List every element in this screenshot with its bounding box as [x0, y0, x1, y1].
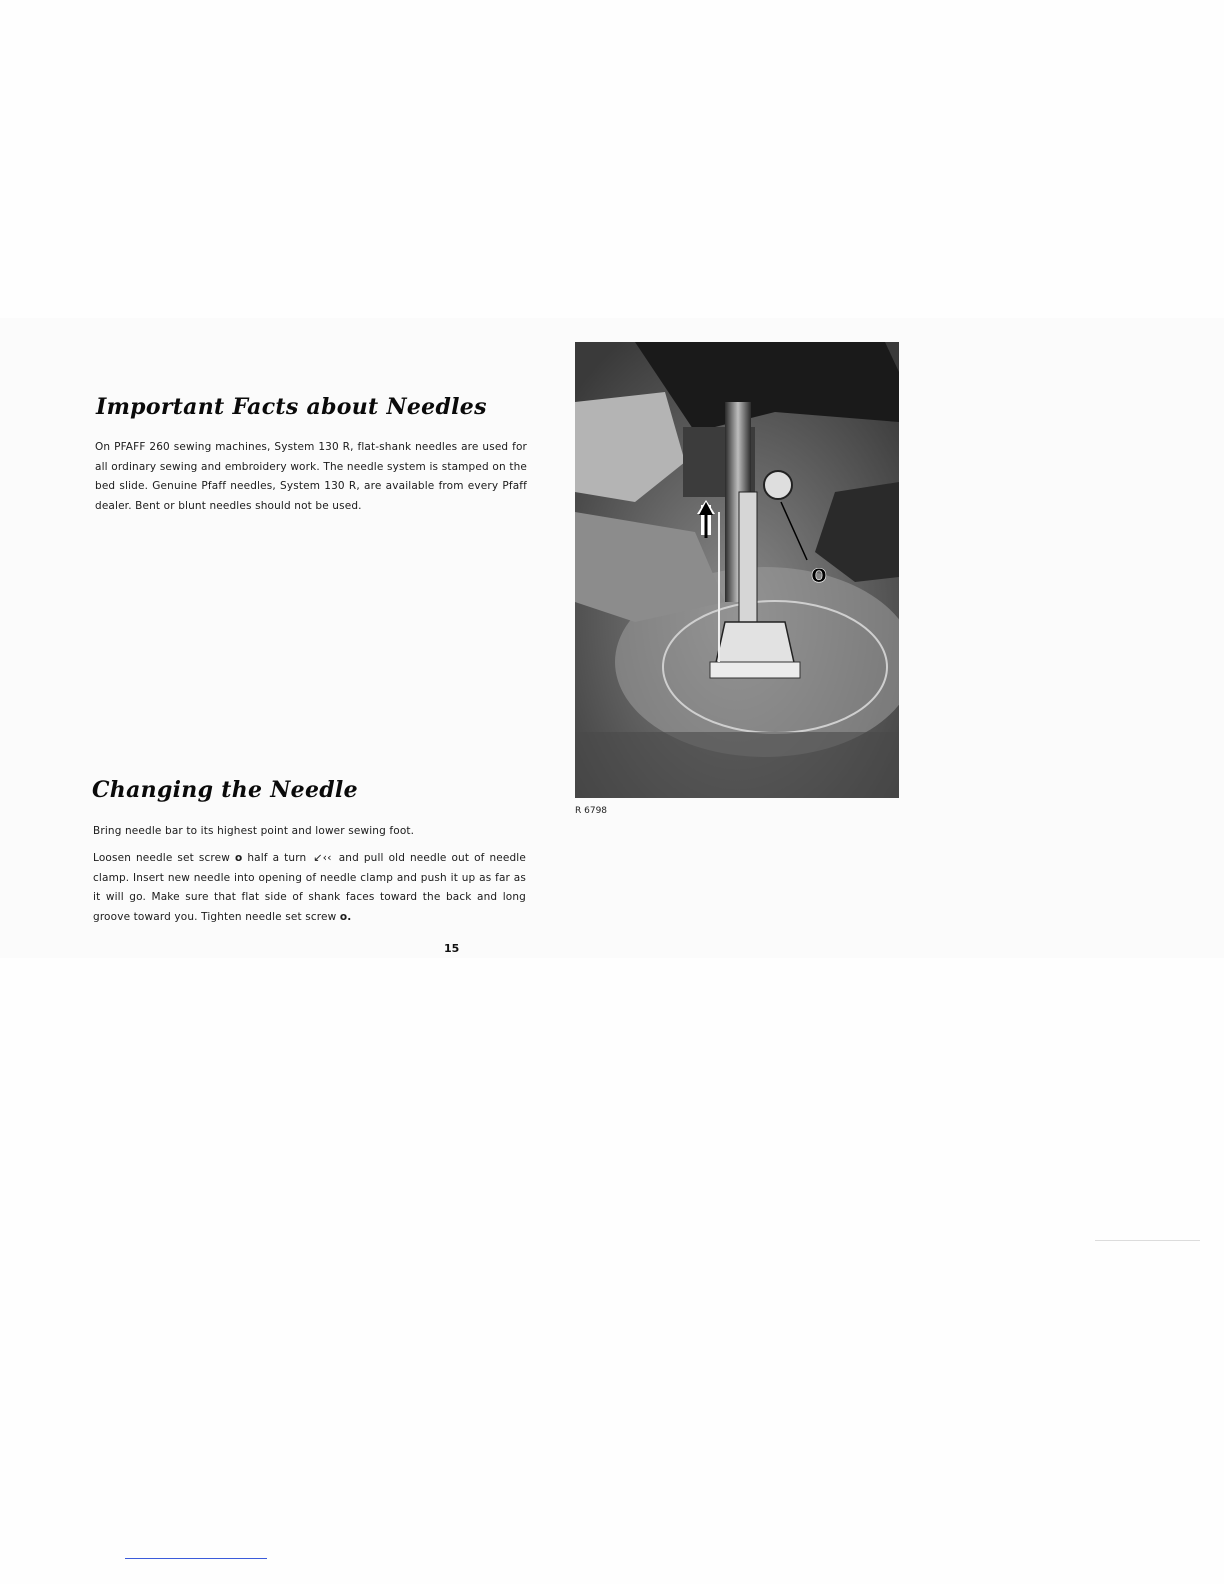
section-heading-changing-needle: Changing the Needle — [92, 777, 358, 803]
step2-text-start: Loosen needle set screw — [93, 852, 231, 864]
screw-label-end: o. — [339, 910, 352, 923]
screw-callout-label: o — [811, 558, 827, 588]
instruction-step-1: Bring needle bar to its highest point and lower sewing foot. — [93, 825, 415, 837]
faint-rule — [1095, 1240, 1200, 1241]
page-number: 15 — [444, 942, 460, 955]
instruction-step-2 — [93, 848, 526, 927]
turn-direction-icon: ↙‹‹ — [313, 851, 332, 864]
section-heading-needle-facts: Important Facts about Needles — [96, 394, 487, 420]
bottom-rule — [125, 1558, 267, 1559]
needle-clamp-photo — [575, 342, 899, 798]
step2-text-after: and pull old needle out of needle clamp. Insert new needle into opening of needle clamp and push it up as far as it will go. Make sure that flat side of shank faces toward the back and long groove toward you. Tighten needle set screw — [93, 852, 526, 923]
screw-label-inline: o — [234, 852, 243, 864]
needle-facts-paragraph: On PFAFF 260 sewing machines, System 130 R, flat-shank needles are used for all ordinary sewing and embroidery work. The needle system is stamped on the bed slide. Genuine Pfaff needles, System 130 R, are available from every Pfaff dealer. Bent or blunt needles should not be used. — [95, 441, 527, 512]
step2-text-mid: half a turn — [247, 852, 307, 864]
figure-reference: R 6798 — [575, 806, 608, 816]
